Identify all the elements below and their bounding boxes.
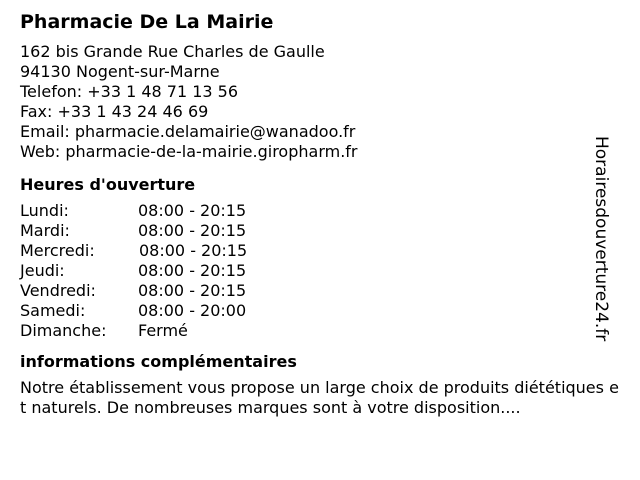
pharmacy-info-card — [20, 10, 620, 418]
time-range: 08:00 - 20:15 — [138, 261, 247, 280]
day-label: Mardi: — [20, 221, 70, 240]
website-address: Web: pharmacie-de-la-mairie.giropharm.fr — [20, 142, 358, 161]
additional-info-heading: informations complémentaires — [20, 352, 297, 371]
pharmacy-name: Pharmacie De La Mairie — [20, 11, 274, 33]
time-range: 08:00 - 20:15 — [138, 281, 247, 300]
hours-row-tuesday — [20, 221, 620, 241]
day-label: Dimanche: — [20, 321, 107, 340]
site-watermark: Horairesdouverture24.fr — [591, 136, 611, 342]
opening-hours-heading: Heures d'ouverture — [20, 175, 196, 194]
time-range: Fermé — [138, 321, 188, 340]
hours-row-wednesday — [20, 241, 620, 261]
day-label: Jeudi: — [20, 261, 65, 280]
address-line-2: 94130 Nogent-sur-Marne — [20, 62, 220, 81]
phone-number: Telefon: +33 1 48 71 13 56 — [20, 82, 239, 101]
time-range: 08:00 - 20:15 — [138, 201, 247, 220]
additional-info-text: Notre établissement vous propose un large choix de produits diététiques et naturels. De nombreuses marques sont à votre disposition.... — [20, 378, 619, 417]
time-range: 08:00 - 20:00 — [138, 301, 247, 320]
time-range: 08:00 - 20:15 — [139, 241, 248, 260]
time-range: 08:00 - 20:15 — [138, 221, 247, 240]
address-line-1: 162 bis Grande Rue Charles de Gaulle — [20, 42, 325, 61]
contact-block — [20, 42, 620, 162]
hours-row-thursday — [20, 261, 620, 281]
hours-row-monday — [20, 201, 620, 221]
fax-number: Fax: +33 1 43 24 46 69 — [20, 102, 209, 121]
opening-hours-table — [20, 201, 620, 341]
hours-row-saturday — [20, 301, 620, 321]
day-label: Mercredi: — [20, 241, 95, 260]
day-label: Lundi: — [20, 201, 69, 220]
hours-row-friday — [20, 281, 620, 301]
day-label: Samedi: — [20, 301, 86, 320]
email-address: Email: pharmacie.delamairie@wanadoo.fr — [20, 122, 356, 141]
day-label: Vendredi: — [20, 281, 96, 300]
hours-row-sunday — [20, 321, 620, 341]
